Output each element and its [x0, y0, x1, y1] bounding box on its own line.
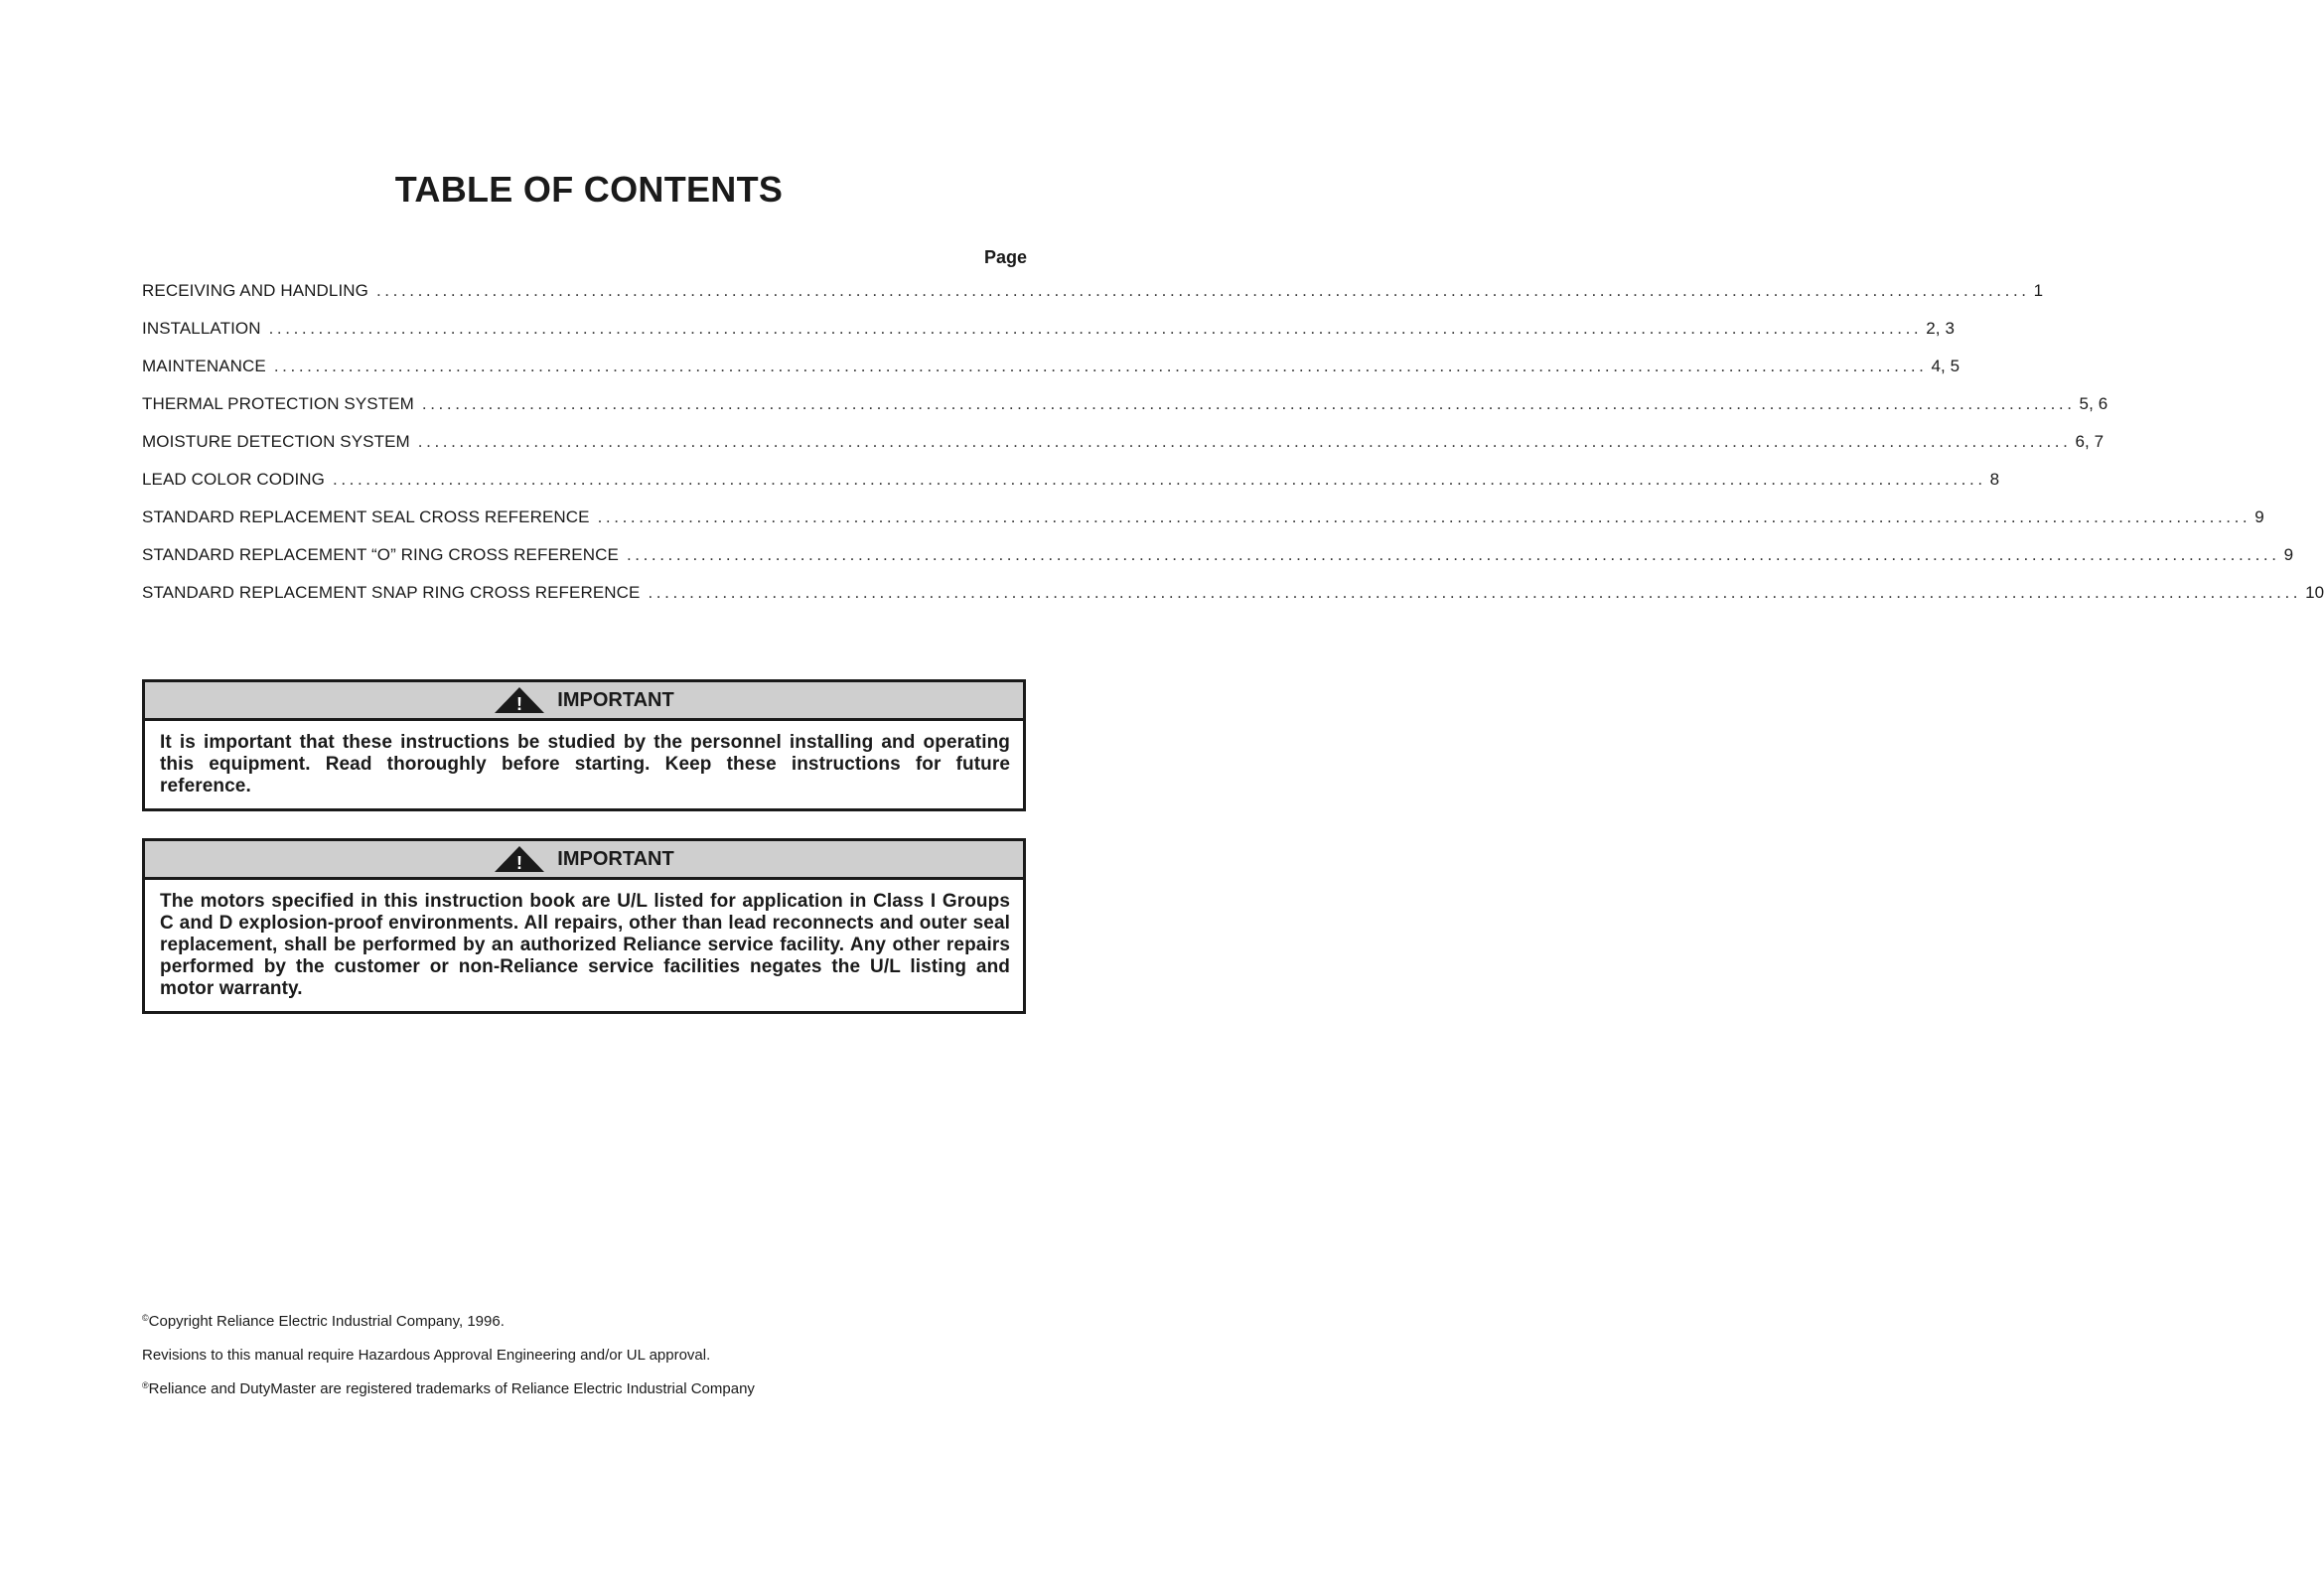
notice-heading: IMPORTANT: [557, 688, 674, 711]
toc-entry-title: MAINTENANCE: [142, 357, 266, 375]
important-notice-ul-listing: [142, 838, 1026, 1014]
toc-entry-o-ring-cross-reference[interactable]: [142, 545, 2294, 583]
toc-entry-moisture-detection[interactable]: [142, 432, 2105, 470]
toc-entry-page: 6, 7: [2075, 432, 2105, 451]
toc-entry-title: STANDARD REPLACEMENT SEAL CROSS REFERENCE: [142, 507, 590, 526]
trademark-line: [142, 1380, 755, 1397]
copyright-line: [142, 1313, 505, 1330]
toc-entry-page: 9: [2283, 545, 2294, 564]
table-of-contents: [142, 281, 2324, 621]
toc-leader-dots: ........................................................................................................................................................................................................: [421, 394, 2076, 413]
toc-entry-title: INSTALLATION: [142, 319, 261, 338]
toc-entry-title: LEAD COLOR CODING: [142, 470, 326, 489]
toc-entry-snap-ring-cross-reference[interactable]: [142, 583, 2324, 621]
toc-leader-dots: ........................................................................................................................................................................................................: [597, 507, 2251, 526]
page-column-header: Page: [983, 247, 1027, 267]
warning-icon: [494, 686, 545, 714]
toc-entry-maintenance[interactable]: [142, 357, 1961, 394]
notice-text: It is important that these instructions be studied by the personnel installing and operating this equipment. Read thoroughly before starting. Keep these instructions for future reference.: [160, 732, 1010, 796]
toc-entry-page: 5, 6: [2079, 394, 2108, 413]
toc-entry-title: STANDARD REPLACEMENT “O” RING CROSS REFERENCE: [142, 545, 619, 564]
toc-entry-page: 1: [2033, 281, 2044, 300]
important-notice-instructions: [142, 679, 1026, 811]
notice-header: [145, 841, 1023, 880]
toc-entry-lead-color-coding[interactable]: [142, 470, 2000, 507]
toc-entry-title: RECEIVING AND HANDLING: [142, 281, 368, 300]
toc-entry-title: STANDARD REPLACEMENT SNAP RING CROSS REFERENCE: [142, 583, 641, 602]
toc-leader-dots: ........................................................................................................................................................................................................: [268, 319, 1923, 338]
svg-text:!: !: [516, 694, 523, 714]
revisions-note: Revisions to this manual require Hazardous Approval Engineering and/or UL approval.: [142, 1347, 711, 1364]
trademark-text: Reliance and DutyMaster are registered trademarks of Reliance Electric Industrial Company: [148, 1380, 755, 1397]
toc-leader-dots: ........................................................................................................................................................................................................: [273, 357, 1928, 375]
toc-entry-page: 10: [2305, 583, 2324, 602]
copyright-symbol: ©: [142, 1313, 149, 1323]
toc-entry-page: 8: [1989, 470, 2000, 489]
toc-entry-seal-cross-reference[interactable]: [142, 507, 2264, 545]
notice-text: The motors specified in this instruction book are U/L listed for application in Class I Groups C and D explosion-proof environments. All repairs, other than lead reconnects and outer seal replacement, shall be performed by an authorized Reliance service facility. Any other repairs performed by the customer or non-Reliance service facilities negates the U/L listing and motor warranty.: [160, 891, 1010, 999]
toc-leader-dots: ........................................................................................................................................................................................................: [333, 470, 1986, 489]
toc-leader-dots: ........................................................................................................................................................................................................: [626, 545, 2280, 564]
toc-entry-page: 4, 5: [1931, 357, 1961, 375]
toc-entry-title: THERMAL PROTECTION SYSTEM: [142, 394, 414, 413]
toc-entry-page: 9: [2254, 507, 2264, 526]
toc-entry-title: MOISTURE DETECTION SYSTEM: [142, 432, 410, 451]
toc-entry-receiving[interactable]: [142, 281, 2044, 319]
toc-leader-dots: ........................................................................................................................................................................................................: [417, 432, 2072, 451]
toc-leader-dots: ........................................................................................................................................................................................................: [648, 583, 2302, 602]
notice-header: [145, 682, 1023, 721]
notice-heading: IMPORTANT: [557, 847, 674, 870]
toc-entry-page: 2, 3: [1926, 319, 1956, 338]
toc-entry-installation[interactable]: [142, 319, 1956, 357]
copyright-text: Copyright Reliance Electric Industrial Company, 1996.: [148, 1313, 505, 1330]
page-title: TABLE OF CONTENTS: [394, 169, 784, 210]
warning-icon: [494, 845, 545, 873]
toc-entry-thermal-protection[interactable]: [142, 394, 2108, 432]
svg-text:!: !: [516, 853, 523, 873]
toc-leader-dots: ........................................................................................................................................................................................................: [375, 281, 2030, 300]
registered-symbol: ®: [142, 1380, 149, 1390]
